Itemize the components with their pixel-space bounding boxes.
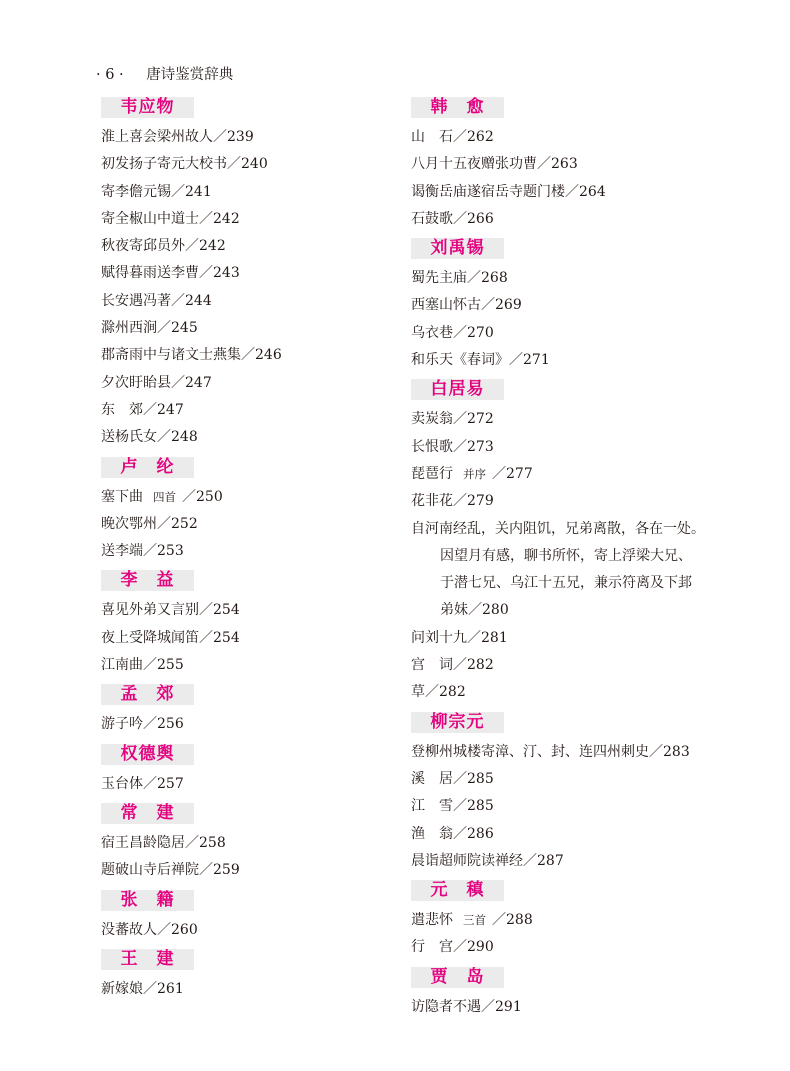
poem-entry: 于潜七兄、乌江十五兄，兼示符离及下邽 — [440, 575, 692, 592]
poem-entry: 江 雪／285 — [411, 798, 494, 815]
poem-entry: 登柳州城楼寄漳、汀、封、连四州刺史／283 — [411, 743, 690, 760]
poem-entry: 滁州西涧／245 — [101, 320, 198, 337]
poem-entry: 石鼓歌／266 — [411, 210, 494, 227]
poem-entry: 游子吟／256 — [101, 716, 184, 733]
poem-entry: 寄全椒山中道士／242 — [101, 210, 240, 227]
poem-entry: 长安遇冯著／244 — [101, 292, 212, 309]
poem-entry: 送杨氏女／248 — [101, 429, 198, 446]
poem-entry: 初发扬子寄元大校书／240 — [101, 156, 268, 173]
poem-entry: 卖炭翁／272 — [411, 411, 494, 428]
poem-entry: 八月十五夜赠张功曹／263 — [411, 156, 578, 173]
author-heading: 常 建 — [101, 803, 194, 824]
poem-entry: 自河南经乱，关内阻饥，兄弟离散，各在一处。 — [411, 520, 705, 537]
poem-entry: 问刘十九／281 — [411, 629, 508, 646]
left-column — [101, 95, 401, 1006]
poem-entry: 遣悲怀 三首 ／288 — [411, 912, 533, 929]
poem-entry: 新嫁娘／261 — [101, 980, 184, 997]
poem-entry: 郡斋雨中与诸文士燕集／246 — [101, 347, 282, 364]
author-heading: 张 籍 — [101, 890, 194, 911]
poem-entry: 乌衣巷／270 — [411, 324, 494, 341]
poem-entry: 蜀先主庙／268 — [411, 270, 508, 287]
poem-entry: 访隐者不遇／291 — [411, 998, 522, 1015]
author-heading: 孟 郊 — [101, 684, 194, 705]
poem-entry: 赋得暮雨送李曹／243 — [101, 265, 240, 282]
poem-entry: 江南曲／255 — [101, 657, 184, 674]
poem-entry: 晚次鄂州／252 — [101, 515, 198, 532]
poem-entry: 和乐天《春词》／271 — [411, 352, 550, 369]
poem-note: 并序 — [463, 466, 486, 481]
page-number: · 6 · — [96, 67, 124, 83]
author-heading: 贾 岛 — [411, 967, 504, 988]
poem-entry: 草／282 — [411, 684, 466, 701]
right-column — [411, 95, 711, 1024]
poem-entry: 琵琶行 并序 ／277 — [411, 465, 533, 482]
poem-entry: 花非花／279 — [411, 493, 494, 510]
author-heading: 权德舆 — [101, 744, 194, 765]
author-heading: 卢 纶 — [101, 457, 194, 478]
poem-entry: 寄李儋元锡／241 — [101, 183, 212, 200]
author-heading: 王 建 — [101, 949, 194, 970]
author-heading: 柳宗元 — [411, 712, 504, 733]
poem-entry: 因望月有感，聊书所怀，寄上浮梁大兄、 — [440, 547, 692, 564]
poem-entry: 弟妹／280 — [440, 602, 509, 619]
poem-note: 四首 — [153, 489, 176, 504]
author-heading: 白居易 — [411, 379, 504, 400]
author-heading: 元 稹 — [411, 880, 504, 901]
author-heading: 李 益 — [101, 570, 194, 591]
poem-entry: 塞下曲 四首 ／250 — [101, 488, 223, 505]
book-title: 唐诗鉴赏辞典 — [146, 67, 234, 83]
poem-entry: 溪 居／285 — [411, 770, 494, 787]
poem-entry: 东 郊／247 — [101, 401, 184, 418]
page-header — [96, 63, 233, 84]
poem-entry: 没蕃故人／260 — [101, 921, 198, 938]
poem-entry: 渔 翁／286 — [411, 825, 494, 842]
author-heading: 刘禹锡 — [411, 238, 504, 259]
poem-entry: 夜上受降城闻笛／254 — [101, 629, 240, 646]
poem-entry: 宿王昌龄隐居／258 — [101, 834, 226, 851]
poem-entry: 题破山寺后禅院／259 — [101, 862, 240, 879]
author-heading: 韩 愈 — [411, 97, 504, 118]
poem-entry: 山 石／262 — [411, 129, 494, 145]
poem-note: 三首 — [463, 913, 486, 928]
poem-entry: 西塞山怀古／269 — [411, 297, 522, 314]
poem-entry: 喜见外弟又言别／254 — [101, 602, 240, 619]
poem-entry: 夕次盱眙县／247 — [101, 374, 212, 391]
poem-entry: 谒衡岳庙遂宿岳寺题门楼／264 — [411, 183, 606, 200]
poem-entry: 长恨歌／273 — [411, 438, 494, 455]
poem-entry: 宫 词／282 — [411, 657, 494, 674]
author-heading: 韦应物 — [101, 97, 194, 118]
poem-entry: 晨诣超师院读禅经／287 — [411, 852, 564, 869]
poem-entry: 行 宫／290 — [411, 939, 494, 956]
poem-entry: 淮上喜会梁州故人／239 — [101, 129, 254, 145]
poem-entry: 送李端／253 — [101, 543, 184, 560]
poem-entry: 秋夜寄邱员外／242 — [101, 238, 226, 255]
poem-entry: 玉台体／257 — [101, 775, 184, 792]
